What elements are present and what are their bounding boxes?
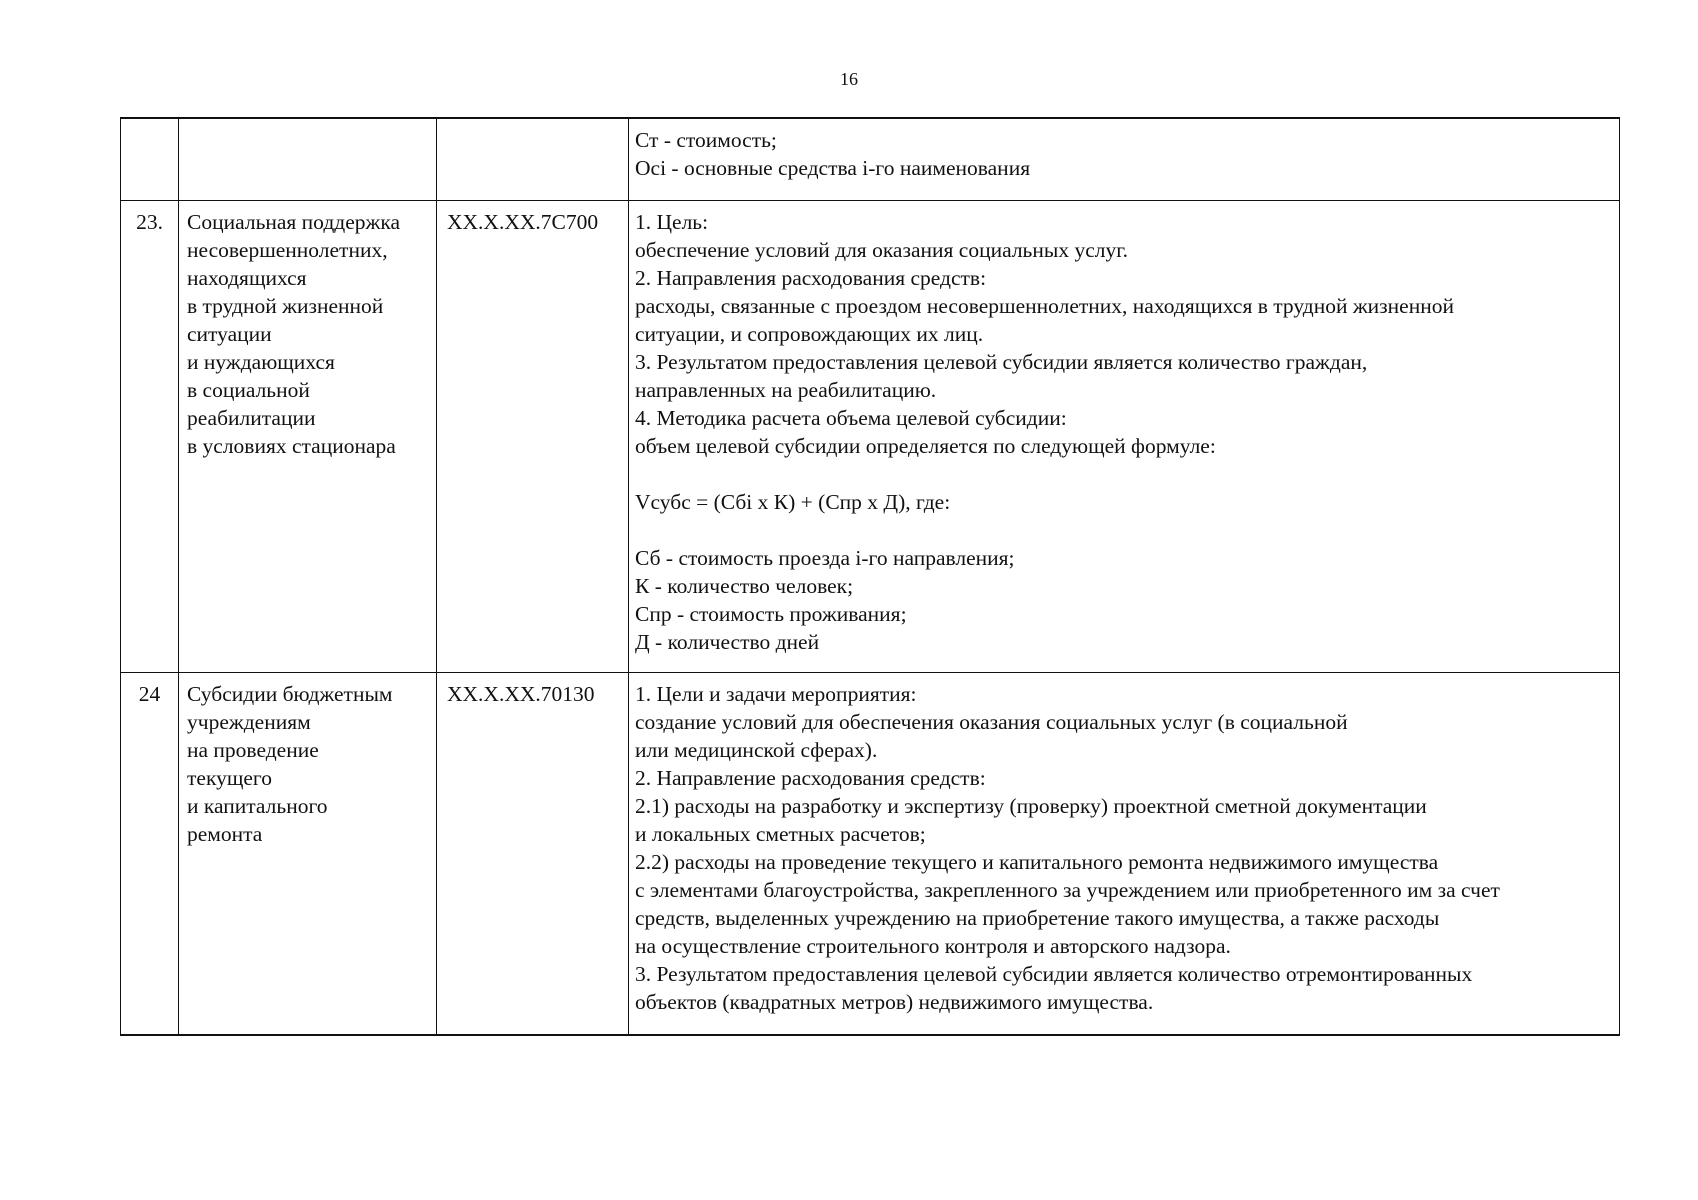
name-line: Социальная поддержка [187,210,401,234]
description-line: 1. Цели и задачи мероприятия: [635,682,917,706]
row-name-cell [179,673,437,1036]
description-line: 2. Направления расходования средств: [635,266,987,290]
row-code: XX.X.XX.70130 [447,682,595,706]
name-line: реабилитации [187,406,316,430]
page-number: 16 [840,69,858,89]
name-line: на проведение [187,738,319,762]
description-line: 2. Направление расходования средств: [635,766,986,790]
description-line: объем целевой субсидии определяется по следующей формуле: [635,434,1216,458]
name-line: учреждениям [187,710,311,734]
name-line: и капитального [187,794,328,818]
name-line: Субсидии бюджетным [187,682,393,706]
row-number-cell [121,118,179,201]
row-code: XX.X.XX.7C700 [447,210,599,234]
description-line: Сб - стоимость проезда i-го направления; [635,546,1015,570]
description-line: Д - количество дней [635,630,820,654]
description-line: на осуществление строительного контроля и авторского надзора. [635,934,1231,958]
description-line: 1. Цель: [635,210,709,234]
name-line: текущего [187,766,272,790]
description-line: Ст - стоимость; [635,128,777,152]
table-row [121,201,1620,673]
name-line: в трудной жизненной [187,294,384,318]
description-line: средств, выделенных учреждению на приобретение такого имущества, а также расходы [635,906,1440,930]
description-line: и локальных сметных расчетов; [635,822,926,846]
name-line: и нуждающихся [187,350,335,374]
description-line: расходы, связанные с проездом несовершеннолетних, находящихся в трудной жизненной [635,294,1454,318]
row-description-cell [629,201,1620,673]
name-line: ситуации [187,322,272,346]
table-row [121,673,1620,1036]
row-code-cell [437,673,629,1036]
description-line: обеспечение условий для оказания социальных услуг. [635,238,1128,262]
expenditure-table [120,117,1620,1036]
table-row [121,118,1620,201]
description-line: объектов (квадратных метров) недвижимого имущества. [635,990,1154,1014]
name-line: несовершеннолетних, [187,238,388,262]
description-line: Спр - стоимость проживания; [635,602,907,626]
description-line: направленных на реабилитацию. [635,378,937,402]
description-line: 2.1) расходы на разработку и экспертизу (проверку) проектной сметной документации [635,794,1427,818]
description-line: Осi - основные средства i-го наименования [635,156,1031,180]
row-number: 24 [138,682,161,706]
row-number-cell [121,201,179,673]
name-line: находящихся [187,266,307,290]
name-line: ремонта [187,822,263,846]
description-line: 3. Результатом предоставления целевой субсидии является количество граждан, [635,350,1368,374]
row-code-cell [437,201,629,673]
description-line: Vсубс = (Сбi х К) + (Спр х Д), где: [635,490,951,514]
description-line: или медицинской сферах). [635,738,878,762]
row-name-cell [179,201,437,673]
blank-line [635,460,1611,488]
description-line: 2.2) расходы на проведение текущего и капитального ремонта недвижимого имущества [635,850,1439,874]
description-line: 3. Результатом предоставления целевой субсидии является количество отремонтированных [635,962,1473,986]
row-number: 23. [136,210,163,234]
blank-line [635,516,1611,544]
row-code-cell [437,118,629,201]
row-description-cell [629,118,1620,201]
row-number-cell [121,673,179,1036]
description-line: с элементами благоустройства, закрепленного за учреждением или приобретенного им за счет [635,878,1500,902]
description-line: 4. Методика расчета объема целевой субсидии: [635,406,1067,430]
description-line: К - количество человек; [635,574,854,598]
description-line: создание условий для обеспечения оказания социальных услуг (в социальной [635,710,1348,734]
row-description-cell [629,673,1620,1036]
name-line: в социальной [187,378,310,402]
description-line: ситуации, и сопровождающих их лиц. [635,322,984,346]
row-name-cell [179,118,437,201]
name-line: в условиях стационара [187,434,396,458]
